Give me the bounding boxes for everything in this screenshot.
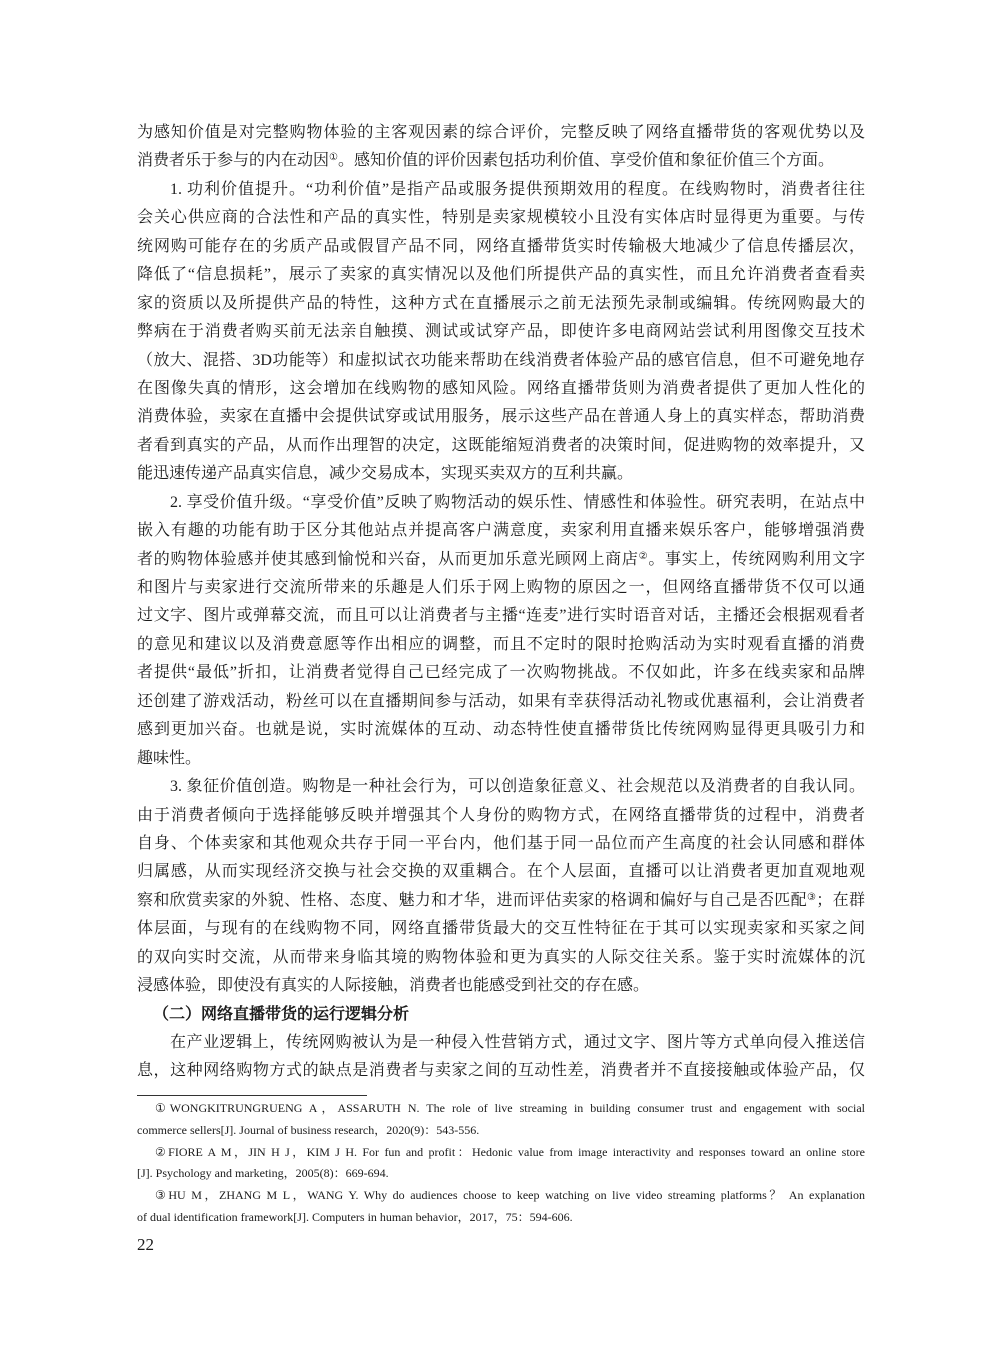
line-text: 察和欣赏卖家的外貌、性格、态度、魅力和才华，进而评估卖家的格调和偏好与自己是否匹配: [137, 891, 807, 909]
body-line: 消费体验，卖家在直播中会提供试穿或试用服务，展示这些产品在普通人身上的真实样态，帮助消费: [137, 408, 865, 426]
body-text: [137, 119, 865, 1086]
body-line: 过文字、图片或弹幕交流，而且可以让消费者与主播“连麦”进行实时语音对话，主播还会根据观看者: [137, 607, 865, 625]
footnote-marker: ③: [155, 1188, 169, 1203]
body-line: 还创建了游戏活动，粉丝可以在直播期间参与活动，如果有幸获得活动礼物或优惠福利，会让消费者: [137, 692, 865, 710]
body-line: 为感知价值是对完整购物体验的主客观因素的综合评价，完整反映了网络直播带货的客观优势以及: [137, 124, 865, 141]
body-line: 嵌入有趣的功能有助于区分其他站点并提高客户满意度，卖家利用直播来娱乐客户，能够增强消费: [137, 522, 865, 540]
paragraph-first-line: 1. 功利价值提升。“功利价值”是指产品或服务提供预期效用的程度。在线购物时，消费者往往: [170, 180, 865, 198]
footnote-separator: [137, 1095, 367, 1096]
page-number: 22: [137, 1235, 154, 1254]
line-text: 。事实上，传统网购利用文字: [648, 550, 865, 568]
paragraph-first-line: 3. 象征价值创造。购物是一种社会行为，可以创造象征意义、社会规范以及消费者的自我认同。: [170, 778, 865, 796]
footnote-1: [137, 1098, 865, 1120]
footnote-ref-3: ③: [806, 891, 817, 903]
body-line: 在图像失真的情形，这会增加在线购物的感知风险。网络直播带货则为消费者提供了更加人性化的: [137, 379, 865, 397]
body-line: 体层面，与现有的在线购物不同，网络直播带货最大的交互性特征在于其可以实现卖家和买家之间: [137, 920, 865, 938]
body-line: [137, 147, 865, 175]
footnote-ref-1: ①: [329, 152, 338, 164]
footnote-text: FIORE A M，JIN H J，KIM J H. For fun and profit：Hedonic value from image interactivity and responses toward an online store: [168, 1144, 866, 1159]
body-line: 家的资质以及所提供产品的特性，这种方式在直播展示之前无法预先录制或编辑。传统网购最大的: [137, 294, 865, 312]
footnote-3-continuation: of dual identification framework[J]. Computers in human behavior，2017，75：594-606.: [137, 1209, 573, 1224]
paragraph-first-line: 在产业逻辑上，传统网购被认为是一种侵入性营销方式，通过文字、图片等方式单向侵入推送信: [170, 1034, 865, 1051]
line-text: 。感知价值的评价因素包括功利价值、享受价值和象征价值三个方面。: [337, 152, 834, 170]
body-line: 趣味性。: [137, 749, 202, 767]
footnote-text: WONGKITRUNGRUENG A，ASSARUTH N. The role of live streaming in building consumer trust and engagement with social: [169, 1101, 865, 1115]
body-line: 感到更加兴奋。也就是说，实时流媒体的互动、动态特性使直播带货比传统网购显得更具吸引力和: [137, 721, 865, 739]
footnote-marker: ①: [155, 1101, 170, 1115]
footnotes: [137, 1098, 865, 1229]
body-line: （放大、混搭、3D功能等）和虚拟试衣功能来帮助在线消费者体验产品的感官信息，但不可避免地存: [137, 351, 865, 369]
body-line: 者看到真实的产品，从而作出理智的决定，这既能缩短消费者的决策时间，促进购物的效率提升，又: [137, 436, 865, 454]
footnote-text: HU M，ZHANG M L，WANG Y. Why do audiences choose to keep watching on live video streaming platforms？ An explanation: [168, 1188, 866, 1203]
body-line: 浸感体验，即使没有真实的人际接触，消费者也能感受到社交的存在感。: [137, 977, 650, 995]
body-line: [137, 546, 865, 574]
body-line: 归属感，从而实现经济交换与社会交换的双重耦合。在个人层面，直播可以让消费者更加直观地观: [137, 863, 865, 881]
body-line: 会关心供应商的合法性和产品的真实性，特别是卖家规模较小且没有实体店时显得更为重要。与传: [137, 209, 865, 227]
line-text: 消费者乐于参与的内在动因: [137, 152, 330, 170]
body-line: 统网购可能存在的劣质产品或假冒产品不同，网络直播带货实时传输极大地减少了信息传播层次，: [137, 237, 865, 255]
paragraph-first-line: 2. 享受价值升级。“享受价值”反映了购物活动的娱乐性、情感性和体验性。研究表明，在站点中: [170, 493, 865, 511]
body-line: 者提供“最低”折扣，让消费者觉得自己已经完成了一次购物挑战。不仅如此，许多在线卖家和品牌: [137, 664, 865, 682]
body-line: 和图片与卖家进行交流所带来的乐趣是人们乐于网上购物的原因之一，但网络直播带货不仅可以通: [137, 579, 865, 596]
footnote-2-continuation: [J]. Psychology and marketing，2005(8)：669-694.: [137, 1166, 389, 1181]
body-line: 的双向实时交流，从而带来身临其境的购物体验和更为真实的人际交往关系。鉴于实时流媒体的沉: [137, 948, 865, 966]
footnote-marker: ②: [155, 1144, 169, 1159]
footnote-2: [137, 1142, 865, 1164]
line-text: ；在群: [816, 891, 865, 909]
body-line: 降低了“信息损耗”，展示了卖家的真实情况以及他们所提供产品的真实性，而且允许消费者查看卖: [137, 266, 865, 284]
body-line: 息，这种网络购物方式的缺点是消费者与卖家之间的互动性差，消费者并不直接接触或体验产品，仅: [137, 1062, 865, 1080]
body-line: 由于消费者倾向于选择能够反映并增强其个人身份的购物方式，在网络直播带货的过程中，消费者: [137, 806, 865, 824]
line-text: 者的购物体验感并使其感到愉悦和兴奋，从而更加乐意光顾网上商店: [137, 550, 639, 568]
section-heading: （二）网络直播带货的运行逻辑分析: [153, 1005, 410, 1023]
body-line: 的意见和建议以及消费意愿等作出相应的调整，而且不定时的限时抢购活动为实时观看直播的消费: [137, 635, 865, 653]
body-line: 能迅速传递产品真实信息，减少交易成本，实现买卖双方的互利共赢。: [137, 465, 634, 483]
body-line: 自身、个体卖家和其他观众共存于同一平台内，他们基于同一品位而产生高度的社会认同感和群体: [137, 834, 865, 852]
footnote-ref-2: ②: [638, 550, 649, 562]
footnote-1-continuation: commerce sellers[J]. Journal of business research，2020(9)：543-556.: [137, 1122, 480, 1137]
body-line: [137, 887, 865, 915]
body-line: 弊病在于消费者购买前无法亲自触摸、测试或试穿产品，即使许多电商网站尝试利用图像交互技术: [137, 323, 865, 341]
footnote-3: [137, 1185, 865, 1207]
